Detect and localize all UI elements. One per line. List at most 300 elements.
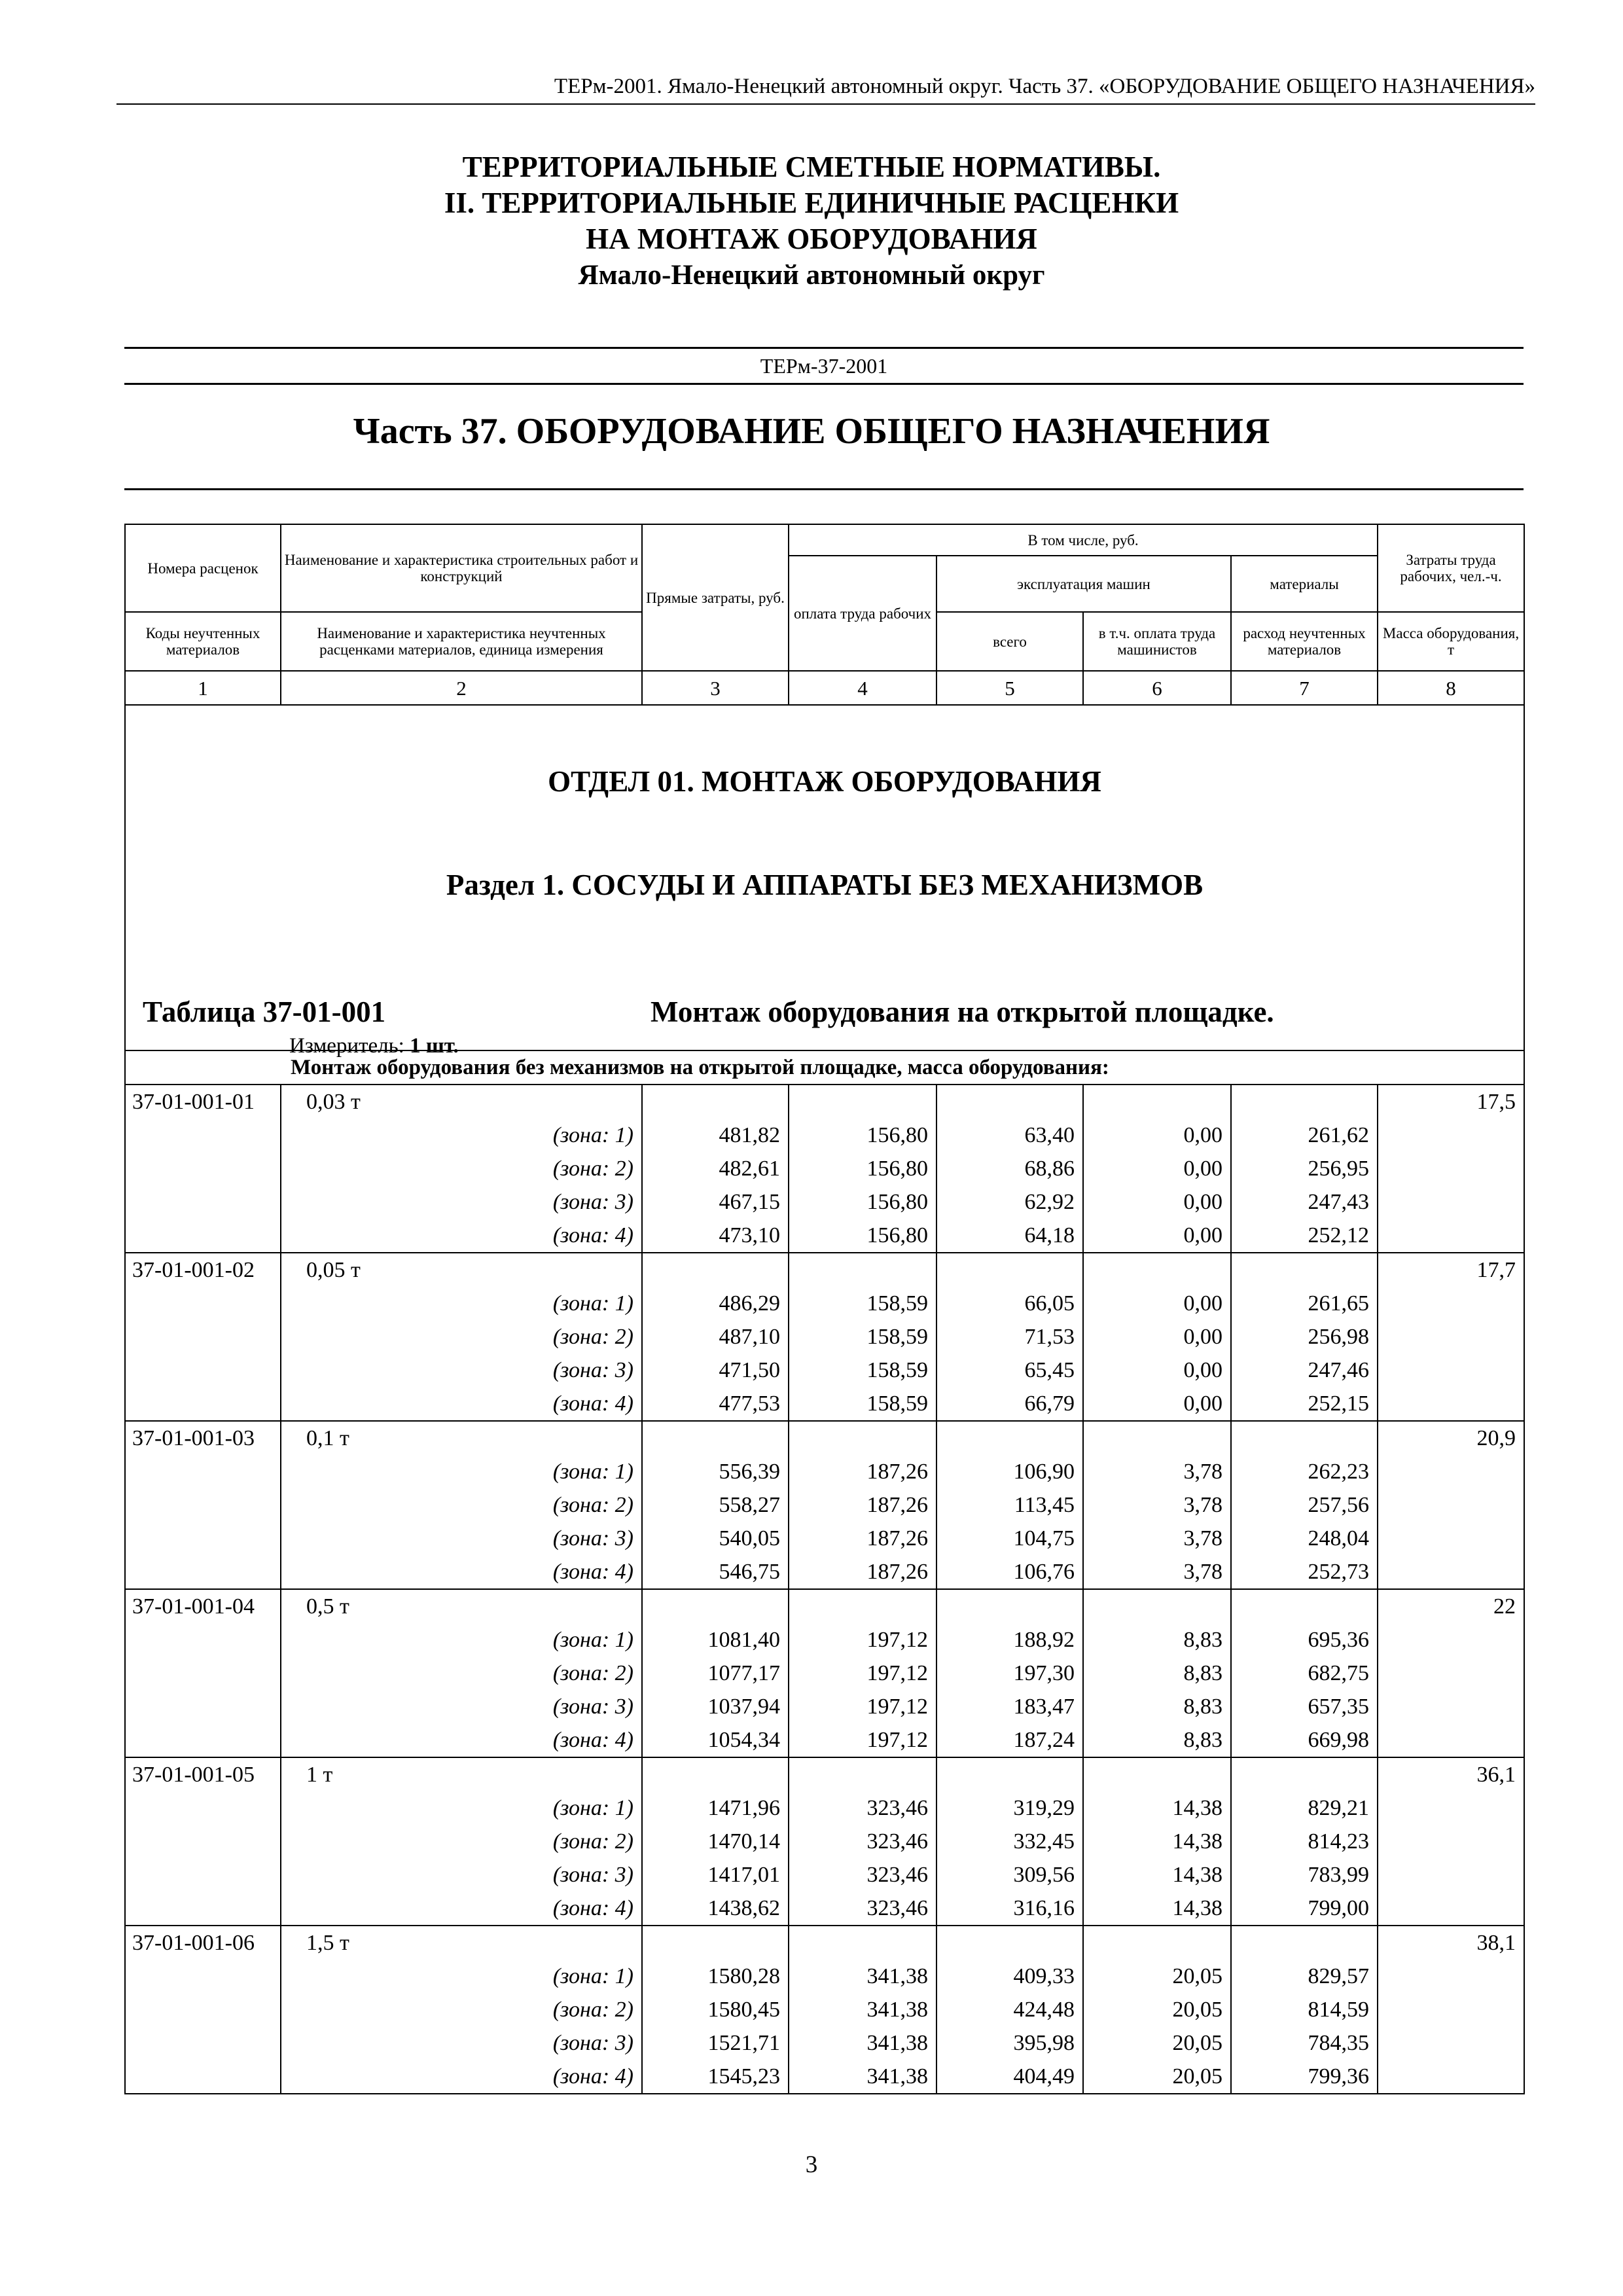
empty-cell xyxy=(125,1119,281,1152)
header-material-codes: Коды неучтенных материалов xyxy=(125,612,281,671)
direct-costs: 1417,01 xyxy=(642,1858,789,1892)
header-equipment-mass: Масса оборудования, т xyxy=(1378,612,1524,671)
rate-item xyxy=(125,1589,1524,1757)
worker-wages: 197,12 xyxy=(789,1657,936,1690)
machines-total: 319,29 xyxy=(936,1791,1083,1825)
empty-cell xyxy=(789,1085,936,1119)
rate-item xyxy=(125,1253,1524,1421)
worker-wages: 158,59 xyxy=(789,1387,936,1421)
materials-cost: 784,35 xyxy=(1231,2026,1378,2060)
table-row xyxy=(125,1085,1524,1119)
zone-label: (зона: 1) xyxy=(281,1455,642,1488)
table-row xyxy=(125,2026,1524,2060)
worker-wages: 341,38 xyxy=(789,2026,936,2060)
empty-cell xyxy=(789,1253,936,1287)
empty-cell xyxy=(1378,1455,1524,1488)
materials-cost: 829,21 xyxy=(1231,1791,1378,1825)
empty-cell xyxy=(1378,1287,1524,1320)
materials-cost: 257,56 xyxy=(1231,1488,1378,1522)
machines-total: 66,79 xyxy=(936,1387,1083,1421)
table-row xyxy=(125,1152,1524,1185)
worker-wages: 323,46 xyxy=(789,1892,936,1926)
direct-costs: 1580,28 xyxy=(642,1960,789,1993)
direct-costs: 540,05 xyxy=(642,1522,789,1555)
equipment-mass: 1,5 т xyxy=(281,1926,642,1960)
document-code: ТЕРм-37-2001 xyxy=(124,347,1524,385)
zone-label: (зона: 2) xyxy=(281,1488,642,1522)
rate-code: 37-01-001-04 xyxy=(125,1589,281,1623)
empty-cell xyxy=(1378,1320,1524,1354)
direct-costs: 1438,62 xyxy=(642,1892,789,1926)
operator-wages: 8,83 xyxy=(1083,1723,1231,1757)
empty-cell xyxy=(125,1858,281,1892)
column-number: 2 xyxy=(281,671,642,705)
empty-cell xyxy=(1378,1119,1524,1152)
empty-cell xyxy=(642,1926,789,1960)
operator-wages: 0,00 xyxy=(1083,1185,1231,1219)
zone-label: (зона: 4) xyxy=(281,1219,642,1253)
operator-wages: 14,38 xyxy=(1083,1825,1231,1858)
materials-cost: 261,65 xyxy=(1231,1287,1378,1320)
machines-total: 68,86 xyxy=(936,1152,1083,1185)
rate-item xyxy=(125,1085,1524,1253)
department-title: ОТДЕЛ 01. МОНТАЖ ОБОРУДОВАНИЯ xyxy=(548,765,1101,798)
empty-cell xyxy=(1378,1723,1524,1757)
operator-wages: 20,05 xyxy=(1083,1960,1231,1993)
zone-label: (зона: 1) xyxy=(281,1287,642,1320)
empty-cell xyxy=(789,1926,936,1960)
empty-cell xyxy=(936,1926,1083,1960)
empty-cell xyxy=(1378,1791,1524,1825)
zone-label: (зона: 2) xyxy=(281,1657,642,1690)
empty-cell xyxy=(1378,1657,1524,1690)
operator-wages: 20,05 xyxy=(1083,2060,1231,2094)
table-row xyxy=(125,1119,1524,1152)
worker-wages: 323,46 xyxy=(789,1858,936,1892)
direct-costs: 481,82 xyxy=(642,1119,789,1152)
materials-cost: 248,04 xyxy=(1231,1522,1378,1555)
empty-cell xyxy=(1231,1253,1378,1287)
rate-item xyxy=(125,1421,1524,1589)
empty-cell xyxy=(1378,1387,1524,1421)
empty-cell xyxy=(1378,1219,1524,1253)
table-row xyxy=(125,1892,1524,1926)
machines-total: 424,48 xyxy=(936,1993,1083,2026)
operator-wages: 0,00 xyxy=(1083,1119,1231,1152)
header-materials: материалы xyxy=(1231,556,1378,612)
operator-wages: 8,83 xyxy=(1083,1623,1231,1657)
table-name: Монтаж оборудования на открытой площадке. xyxy=(651,996,1274,1028)
zone-label: (зона: 4) xyxy=(281,2060,642,2094)
title-line-1: ТЕРРИТОРИАЛЬНЫЕ СМЕТНЫЕ НОРМАТИВЫ. xyxy=(462,151,1161,183)
empty-cell xyxy=(125,1219,281,1253)
machines-total: 104,75 xyxy=(936,1522,1083,1555)
worker-wages: 156,80 xyxy=(789,1119,936,1152)
header-machines-total: всего xyxy=(936,612,1083,671)
zone-label: (зона: 1) xyxy=(281,1960,642,1993)
rate-code: 37-01-001-05 xyxy=(125,1757,281,1791)
table-header xyxy=(125,524,1524,705)
zone-label: (зона: 4) xyxy=(281,1387,642,1421)
worker-wages: 341,38 xyxy=(789,1960,936,1993)
rate-code: 37-01-001-03 xyxy=(125,1421,281,1455)
empty-cell xyxy=(1378,1623,1524,1657)
operator-wages: 14,38 xyxy=(1083,1892,1231,1926)
rate-code: 37-01-001-02 xyxy=(125,1253,281,1287)
table-row xyxy=(125,1421,1524,1455)
rate-item xyxy=(125,1926,1524,2094)
machines-total: 309,56 xyxy=(936,1858,1083,1892)
machines-total: 404,49 xyxy=(936,2060,1083,2094)
direct-costs: 1081,40 xyxy=(642,1623,789,1657)
operator-wages: 14,38 xyxy=(1083,1858,1231,1892)
empty-cell xyxy=(642,1085,789,1119)
materials-cost: 247,43 xyxy=(1231,1185,1378,1219)
empty-cell xyxy=(1378,1993,1524,2026)
worker-wages: 341,38 xyxy=(789,2060,936,2094)
measure-label: Измеритель: xyxy=(289,1034,404,1058)
empty-cell xyxy=(1378,2060,1524,2094)
empty-cell xyxy=(1378,1185,1524,1219)
header-operator-wages: в т.ч. оплата труда машинистов xyxy=(1083,612,1231,671)
section-title: Раздел 1. СОСУДЫ И АППАРАТЫ БЕЗ МЕХАНИЗМОВ xyxy=(446,869,1204,901)
operator-wages: 0,00 xyxy=(1083,1219,1231,1253)
column-number: 6 xyxy=(1083,671,1231,705)
zone-label: (зона: 2) xyxy=(281,1320,642,1354)
materials-cost: 783,99 xyxy=(1231,1858,1378,1892)
zone-label: (зона: 1) xyxy=(281,1119,642,1152)
operator-wages: 8,83 xyxy=(1083,1657,1231,1690)
zone-label: (зона: 3) xyxy=(281,1185,642,1219)
header-material-consumption: расход неучтенных материалов xyxy=(1231,612,1378,671)
column-number: 1 xyxy=(125,671,281,705)
direct-costs: 473,10 xyxy=(642,1219,789,1253)
empty-cell xyxy=(642,1421,789,1455)
direct-costs: 1470,14 xyxy=(642,1825,789,1858)
zone-label: (зона: 2) xyxy=(281,1993,642,2026)
machines-total: 395,98 xyxy=(936,2026,1083,2060)
empty-cell xyxy=(1378,2026,1524,2060)
rates-table xyxy=(124,524,1525,2094)
zone-label: (зона: 1) xyxy=(281,1791,642,1825)
machines-total: 197,30 xyxy=(936,1657,1083,1690)
empty-cell xyxy=(125,1320,281,1354)
empty-cell xyxy=(1378,1354,1524,1387)
table-number: Таблица 37-01-001 xyxy=(143,996,386,1028)
empty-cell xyxy=(1378,1555,1524,1589)
table-row xyxy=(125,1522,1524,1555)
empty-cell xyxy=(1378,1825,1524,1858)
section-header xyxy=(125,705,1524,1058)
materials-cost: 252,73 xyxy=(1231,1555,1378,1589)
labor-costs: 17,7 xyxy=(1378,1253,1524,1287)
empty-cell xyxy=(125,1555,281,1589)
materials-cost: 799,00 xyxy=(1231,1892,1378,1926)
machines-total: 63,40 xyxy=(936,1119,1083,1152)
materials-cost: 682,75 xyxy=(1231,1657,1378,1690)
divider xyxy=(124,488,1524,490)
empty-cell xyxy=(125,1657,281,1690)
zone-label: (зона: 3) xyxy=(281,1522,642,1555)
worker-wages: 156,80 xyxy=(789,1219,936,1253)
labor-costs: 20,9 xyxy=(1378,1421,1524,1455)
machines-total: 187,24 xyxy=(936,1723,1083,1757)
worker-wages: 323,46 xyxy=(789,1791,936,1825)
equipment-mass: 0,5 т xyxy=(281,1589,642,1623)
empty-cell xyxy=(125,1455,281,1488)
empty-cell xyxy=(125,1723,281,1757)
zone-label: (зона: 3) xyxy=(281,2026,642,2060)
zone-label: (зона: 1) xyxy=(281,1623,642,1657)
zone-label: (зона: 2) xyxy=(281,1152,642,1185)
worker-wages: 158,59 xyxy=(789,1287,936,1320)
empty-cell xyxy=(125,2026,281,2060)
table-row xyxy=(125,1455,1524,1488)
direct-costs: 556,39 xyxy=(642,1455,789,1488)
zone-label: (зона: 4) xyxy=(281,1892,642,1926)
operator-wages: 0,00 xyxy=(1083,1387,1231,1421)
header-worker-wages: оплата труда рабочих xyxy=(789,556,936,671)
materials-cost: 252,12 xyxy=(1231,1219,1378,1253)
header-material-names: Наименование и характеристика неучтенных расценками материалов, единица измерения xyxy=(281,612,642,671)
empty-cell xyxy=(125,1152,281,1185)
direct-costs: 477,53 xyxy=(642,1387,789,1421)
operator-wages: 3,78 xyxy=(1083,1522,1231,1555)
operator-wages: 3,78 xyxy=(1083,1488,1231,1522)
table-row xyxy=(125,1757,1524,1791)
machines-total: 106,90 xyxy=(936,1455,1083,1488)
direct-costs: 546,75 xyxy=(642,1555,789,1589)
machines-total: 183,47 xyxy=(936,1690,1083,1723)
labor-costs: 17,5 xyxy=(1378,1085,1524,1119)
empty-cell xyxy=(1378,1858,1524,1892)
empty-cell xyxy=(1083,1085,1231,1119)
direct-costs: 486,29 xyxy=(642,1287,789,1320)
header-rate-numbers: Номера расценок xyxy=(125,524,281,612)
empty-cell xyxy=(1231,1589,1378,1623)
empty-cell xyxy=(1378,1892,1524,1926)
empty-cell xyxy=(125,1185,281,1219)
rate-item xyxy=(125,1757,1524,1926)
document-title xyxy=(0,149,1623,293)
title-line-3: НА МОНТАЖ ОБОРУДОВАНИЯ xyxy=(586,223,1037,255)
empty-cell xyxy=(936,1253,1083,1287)
table-row xyxy=(125,1723,1524,1757)
title-line-4: Ямало-Ненецкий автономный округ xyxy=(578,260,1045,291)
direct-costs: 1580,45 xyxy=(642,1993,789,2026)
materials-cost: 247,46 xyxy=(1231,1354,1378,1387)
materials-cost: 256,95 xyxy=(1231,1152,1378,1185)
machines-total: 106,76 xyxy=(936,1555,1083,1589)
worker-wages: 341,38 xyxy=(789,1993,936,2026)
zone-label: (зона: 4) xyxy=(281,1555,642,1589)
direct-costs: 558,27 xyxy=(642,1488,789,1522)
empty-cell xyxy=(1378,1522,1524,1555)
worker-wages: 158,59 xyxy=(789,1354,936,1387)
header-direct-costs: Прямые затраты, руб. xyxy=(642,524,789,671)
materials-cost: 814,23 xyxy=(1231,1825,1378,1858)
materials-cost: 814,59 xyxy=(1231,1993,1378,2026)
page-number: 3 xyxy=(805,2151,818,2178)
direct-costs: 471,50 xyxy=(642,1354,789,1387)
column-number: 8 xyxy=(1378,671,1524,705)
column-number: 4 xyxy=(789,671,936,705)
direct-costs: 1471,96 xyxy=(642,1791,789,1825)
empty-cell xyxy=(1378,1488,1524,1522)
table-row xyxy=(125,1858,1524,1892)
equipment-mass: 0,05 т xyxy=(281,1253,642,1287)
empty-cell xyxy=(1378,1152,1524,1185)
table-row xyxy=(125,1589,1524,1623)
operator-wages: 0,00 xyxy=(1083,1354,1231,1387)
materials-cost: 829,57 xyxy=(1231,1960,1378,1993)
empty-cell xyxy=(125,1791,281,1825)
operator-wages: 0,00 xyxy=(1083,1287,1231,1320)
table-row xyxy=(125,1926,1524,1960)
table-row xyxy=(125,1555,1524,1589)
zone-label: (зона: 3) xyxy=(281,1690,642,1723)
materials-cost: 799,36 xyxy=(1231,2060,1378,2094)
empty-cell xyxy=(1231,1926,1378,1960)
column-number: 5 xyxy=(936,671,1083,705)
table-row xyxy=(125,1960,1524,1993)
zone-label: (зона: 3) xyxy=(281,1858,642,1892)
machines-total: 65,45 xyxy=(936,1354,1083,1387)
worker-wages: 197,12 xyxy=(789,1723,936,1757)
empty-cell xyxy=(1083,1757,1231,1791)
empty-cell xyxy=(125,1825,281,1858)
machines-total: 62,92 xyxy=(936,1185,1083,1219)
table-row xyxy=(125,1387,1524,1421)
empty-cell xyxy=(936,1421,1083,1455)
zone-label: (зона: 4) xyxy=(281,1723,642,1757)
empty-cell xyxy=(125,1522,281,1555)
empty-cell xyxy=(1083,1253,1231,1287)
empty-cell xyxy=(789,1421,936,1455)
empty-cell xyxy=(125,2060,281,2094)
worker-wages: 187,26 xyxy=(789,1455,936,1488)
direct-costs: 1545,23 xyxy=(642,2060,789,2094)
direct-costs: 1077,17 xyxy=(642,1657,789,1690)
worker-wages: 187,26 xyxy=(789,1522,936,1555)
worker-wages: 187,26 xyxy=(789,1488,936,1522)
operator-wages: 14,38 xyxy=(1083,1791,1231,1825)
worker-wages: 158,59 xyxy=(789,1320,936,1354)
rate-code: 37-01-001-06 xyxy=(125,1926,281,1960)
labor-costs: 22 xyxy=(1378,1589,1524,1623)
table-row xyxy=(125,1219,1524,1253)
empty-cell xyxy=(1083,1421,1231,1455)
materials-cost: 695,36 xyxy=(1231,1623,1378,1657)
table-row xyxy=(125,1690,1524,1723)
header-machines: эксплуатация машин xyxy=(936,556,1231,612)
direct-costs: 1037,94 xyxy=(642,1690,789,1723)
materials-cost: 261,62 xyxy=(1231,1119,1378,1152)
rate-code: 37-01-001-01 xyxy=(125,1085,281,1119)
operator-wages: 20,05 xyxy=(1083,1993,1231,2026)
empty-cell xyxy=(642,1253,789,1287)
materials-cost: 262,23 xyxy=(1231,1455,1378,1488)
column-number: 7 xyxy=(1231,671,1378,705)
empty-cell xyxy=(125,1354,281,1387)
direct-costs: 1521,71 xyxy=(642,2026,789,2060)
materials-cost: 669,98 xyxy=(1231,1723,1378,1757)
group-title: Монтаж оборудования без механизмов на открытой площадке, масса оборудования: xyxy=(125,1050,1524,1085)
empty-cell xyxy=(125,1387,281,1421)
equipment-mass: 0,1 т xyxy=(281,1421,642,1455)
table-row xyxy=(125,1253,1524,1287)
empty-cell xyxy=(1083,1926,1231,1960)
worker-wages: 197,12 xyxy=(789,1690,936,1723)
empty-cell xyxy=(1231,1421,1378,1455)
direct-costs: 1054,34 xyxy=(642,1723,789,1757)
operator-wages: 8,83 xyxy=(1083,1690,1231,1723)
direct-costs: 487,10 xyxy=(642,1320,789,1354)
title-line-2: II. ТЕРРИТОРИАЛЬНЫЕ ЕДИНИЧНЫЕ РАСЦЕНКИ xyxy=(444,187,1179,219)
header-labor-costs: Затраты труда рабочих, чел.-ч. xyxy=(1378,524,1524,612)
table-row xyxy=(125,1287,1524,1320)
empty-cell xyxy=(1378,1960,1524,1993)
part-title: Часть 37. ОБОРУДОВАНИЕ ОБЩЕГО НАЗНАЧЕНИЯ xyxy=(353,411,1270,452)
empty-cell xyxy=(125,1287,281,1320)
header-in-total: В том числе, руб. xyxy=(789,524,1378,556)
empty-cell xyxy=(1378,1690,1524,1723)
machines-total: 64,18 xyxy=(936,1219,1083,1253)
empty-cell xyxy=(1231,1757,1378,1791)
empty-cell xyxy=(936,1085,1083,1119)
direct-costs: 482,61 xyxy=(642,1152,789,1185)
materials-cost: 256,98 xyxy=(1231,1320,1378,1354)
empty-cell xyxy=(125,1488,281,1522)
table-row xyxy=(125,1623,1524,1657)
table-row xyxy=(125,1354,1524,1387)
measure-unit xyxy=(289,1034,459,1058)
table-row xyxy=(125,1185,1524,1219)
materials-cost: 252,15 xyxy=(1231,1387,1378,1421)
zone-label: (зона: 2) xyxy=(281,1825,642,1858)
machines-total: 71,53 xyxy=(936,1320,1083,1354)
worker-wages: 156,80 xyxy=(789,1185,936,1219)
labor-costs: 36,1 xyxy=(1378,1757,1524,1791)
worker-wages: 156,80 xyxy=(789,1152,936,1185)
worker-wages: 197,12 xyxy=(789,1623,936,1657)
empty-cell xyxy=(125,1960,281,1993)
empty-cell xyxy=(125,1892,281,1926)
empty-cell xyxy=(936,1589,1083,1623)
direct-costs: 467,15 xyxy=(642,1185,789,1219)
equipment-mass: 1 т xyxy=(281,1757,642,1791)
empty-cell xyxy=(125,1993,281,2026)
table-row xyxy=(125,1657,1524,1690)
machines-total: 316,16 xyxy=(936,1892,1083,1926)
measure-value: 1 шт. xyxy=(410,1034,459,1058)
empty-cell xyxy=(1231,1085,1378,1119)
running-header: ТЕРм-2001. Ямало-Ненецкий автономный округ. Часть 37. «ОБОРУДОВАНИЕ ОБЩЕГО НАЗНАЧЕНИЯ» xyxy=(116,73,1535,105)
worker-wages: 323,46 xyxy=(789,1825,936,1858)
operator-wages: 20,05 xyxy=(1083,2026,1231,2060)
table-row xyxy=(125,1320,1524,1354)
empty-cell xyxy=(642,1757,789,1791)
machines-total: 332,45 xyxy=(936,1825,1083,1858)
materials-cost: 657,35 xyxy=(1231,1690,1378,1723)
table-row xyxy=(125,2060,1524,2094)
equipment-mass: 0,03 т xyxy=(281,1085,642,1119)
table-row xyxy=(125,1488,1524,1522)
empty-cell xyxy=(1083,1589,1231,1623)
table-row xyxy=(125,1993,1524,2026)
empty-cell xyxy=(642,1589,789,1623)
operator-wages: 3,78 xyxy=(1083,1455,1231,1488)
